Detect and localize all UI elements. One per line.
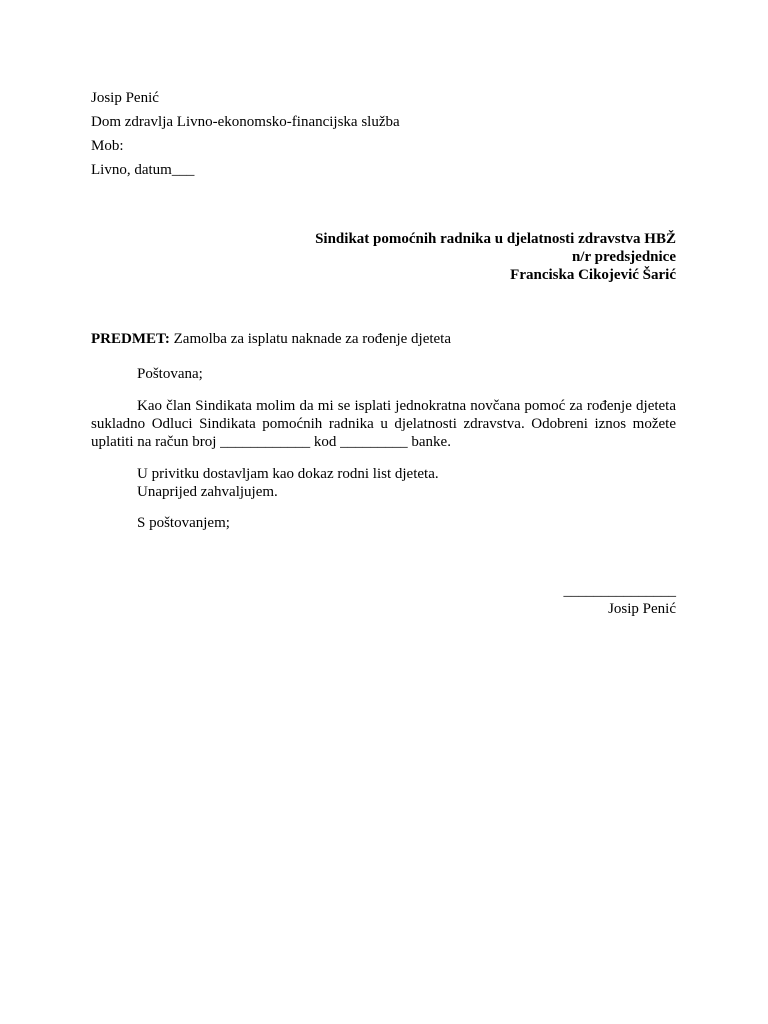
signature-block bbox=[564, 582, 677, 618]
recipient-block bbox=[315, 230, 676, 284]
recipient-line-1: Sindikat pomoćnih radnika u djelatnosti zdravstva HBŽ bbox=[315, 231, 676, 247]
recipient-line-2: n/r predsjednice bbox=[571, 249, 676, 265]
sender-organization: Dom zdravlja Livno-ekonomsko-financijska služba bbox=[91, 114, 400, 130]
attachment-block bbox=[137, 465, 439, 501]
body-paragraph: Kao član Sindikata molim da mi se isplati jednokratna novčana pomoć za rođenje djeteta sukladno Odluci Sindikata pomoćnih radnika u djelatnosti zdravstva. Odobreni iznos možete uplatiti na račun broj ____________ kod _________ banke. bbox=[91, 398, 676, 450]
attachment-line-2: Unaprijed zahvaljujem. bbox=[137, 484, 278, 500]
subject-line bbox=[91, 331, 451, 348]
attachment-line-1: U privitku dostavljam kao dokaz rodni list djeteta. bbox=[137, 466, 439, 482]
sender-mobile: Mob: bbox=[91, 138, 124, 154]
signature-line: _______________ bbox=[563, 583, 676, 599]
recipient-line-3: Franciska Cikojević Šarić bbox=[510, 267, 676, 283]
subject-text: Zamolba za isplatu naknade za rođenje djeteta bbox=[169, 331, 452, 347]
sender-name: Josip Penić bbox=[91, 90, 159, 106]
subject-label: PREDMET: bbox=[91, 331, 170, 347]
sender-block bbox=[91, 86, 400, 182]
salutation: Poštovana; bbox=[137, 366, 203, 382]
signature-name: Josip Penić bbox=[608, 601, 676, 617]
closing: S poštovanjem; bbox=[137, 515, 230, 531]
sender-place-date: Livno, datum___ bbox=[91, 162, 195, 178]
